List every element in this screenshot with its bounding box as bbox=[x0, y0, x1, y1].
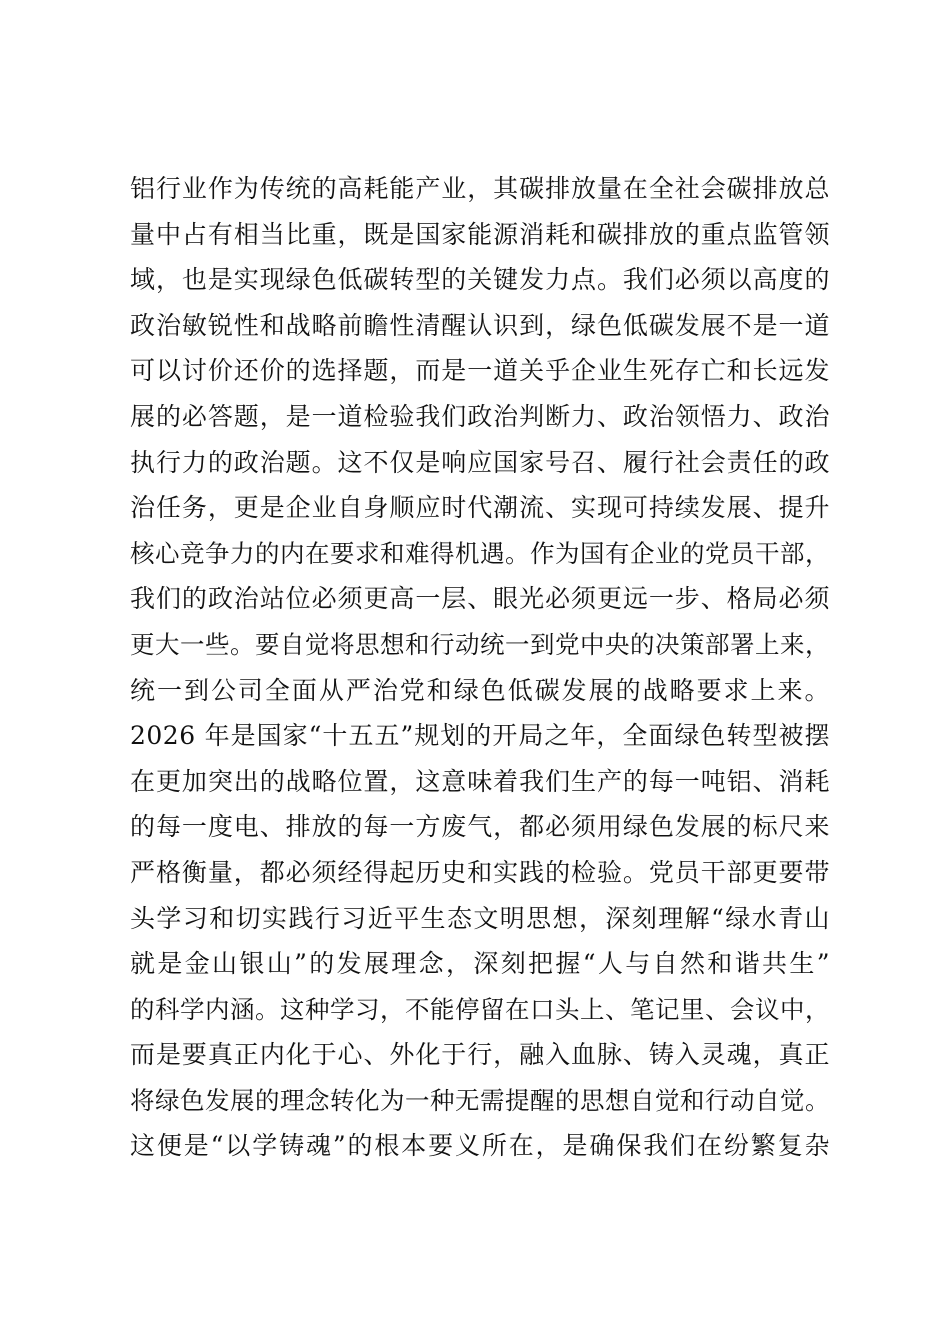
text-line: 头学习和切实践行习近平生态文明思想，深刻理解“绿水青山 bbox=[130, 903, 830, 933]
text-line: 展的必答题，是一道检验我们政治判断力、政治领悟力、政治 bbox=[130, 401, 830, 431]
text-line: 可以讨价还价的选择题，而是一道关乎企业生死存亡和长远发 bbox=[130, 356, 830, 386]
text-line: 在更加突出的战略位置，这意味着我们生产的每一吨铝、消耗 bbox=[130, 766, 830, 796]
text-line: 就是金山银山”的发展理念，深刻把握“人与自然和谐共生” bbox=[130, 949, 830, 979]
text-line: 量中占有相当比重，既是国家能源消耗和碳排放的重点监管领 bbox=[130, 219, 830, 249]
text-line: 政治敏锐性和战略前瞻性清醒认识到，绿色低碳发展不是一道 bbox=[130, 310, 830, 340]
text-line: 的科学内涵。这种学习，不能停留在口头上、笔记里、会议中， bbox=[130, 994, 830, 1024]
text-line: 铝行业作为传统的高耗能产业，其碳排放量在全社会碳排放总 bbox=[130, 174, 830, 203]
text-line: 执行力的政治题。这不仅是响应国家号召、履行社会责任的政 bbox=[130, 447, 830, 477]
text-line: 而是要真正内化于心、外化于行，融入血脉、铸入灵魂，真正 bbox=[130, 1040, 830, 1070]
text-line: 2026 年是国家“十五五”规划的开局之年，全面绿色转型被摆 bbox=[130, 721, 830, 751]
body-text bbox=[130, 166, 830, 1169]
text-line: 更大一些。要自觉将思想和行动统一到党中央的决策部署上来， bbox=[130, 629, 830, 659]
text-line: 将绿色发展的理念转化为一种无需提醒的思想自觉和行动自觉。 bbox=[130, 1085, 830, 1115]
text-line: 我们的政治站位必须更高一层、眼光必须更远一步、格局必须 bbox=[130, 584, 830, 614]
text-line: 严格衡量，都必须经得起历史和实践的检验。党员干部更要带 bbox=[130, 857, 830, 887]
text-line: 这便是“以学铸魂”的根本要义所在，是确保我们在纷繁复杂 bbox=[130, 1131, 830, 1161]
text-line: 的每一度电、排放的每一方废气，都必须用绿色发展的标尺来 bbox=[130, 812, 830, 842]
text-line: 治任务，更是企业自身顺应时代潮流、实现可持续发展、提升 bbox=[130, 493, 830, 523]
text-line: 域，也是实现绿色低碳转型的关键发力点。我们必须以高度的 bbox=[130, 265, 830, 295]
text-line: 统一到公司全面从严治党和绿色低碳发展的战略要求上来。 bbox=[130, 675, 830, 705]
text-line: 核心竞争力的内在要求和难得机遇。作为国有企业的党员干部， bbox=[130, 538, 830, 568]
